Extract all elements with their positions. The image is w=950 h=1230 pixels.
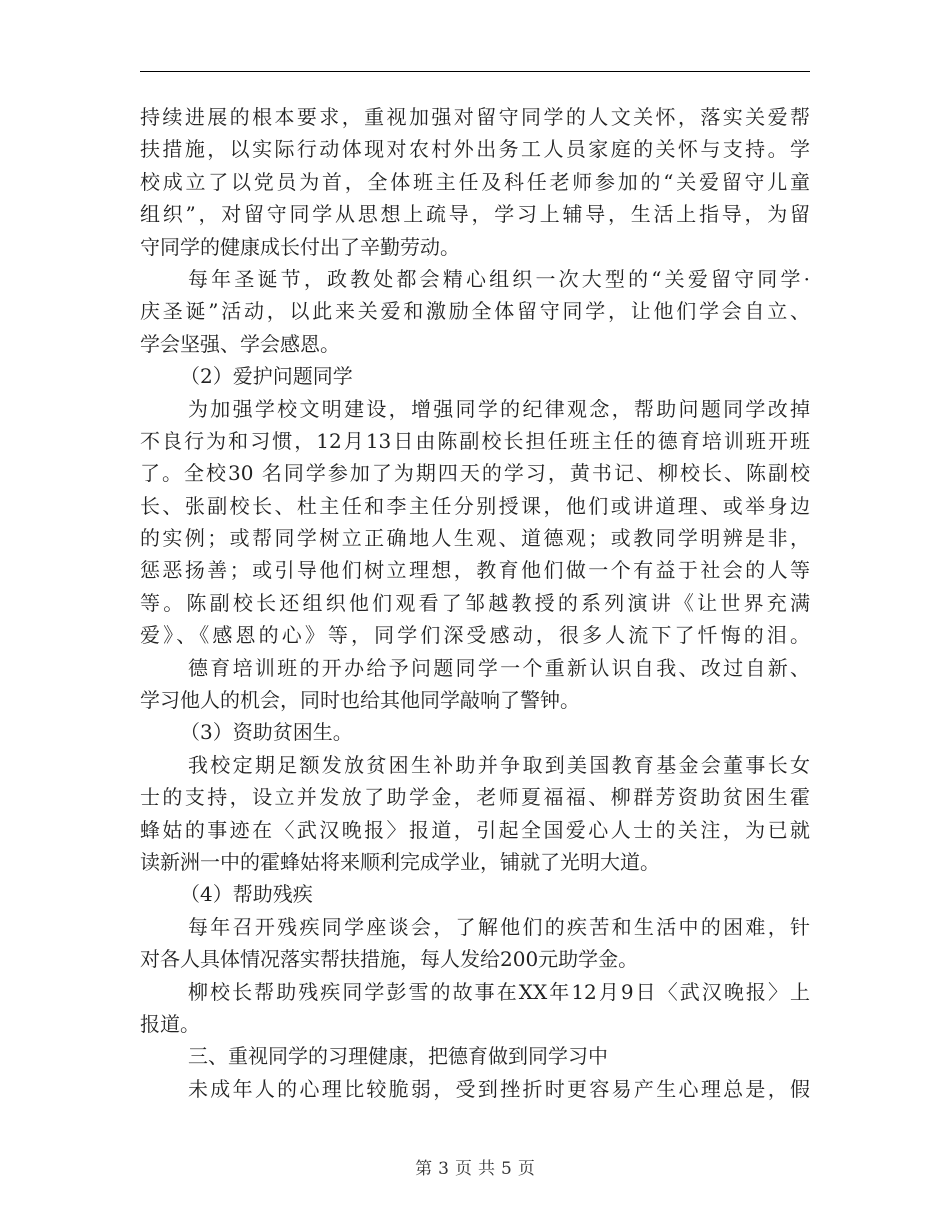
text-line: 未成年人的心理比较脆弱，受到挫折时更容易产生心理总是，假 <box>188 1076 810 1101</box>
text-line: 三、重视同学的习理健康，把德育做到同学习中 <box>188 1044 608 1069</box>
document-body <box>140 101 810 1105</box>
text-line: 读新洲一中的霍蜂姑将来顺利完成学业，铺就了光明大道。 <box>140 849 660 874</box>
text-line: 每年召开残疾同学座谈会，了解他们的疾苦和生活中的困难，针 <box>188 914 810 939</box>
text-line: 报道。 <box>140 1011 200 1036</box>
page-footer <box>0 1154 950 1179</box>
text-line: 校成立了以党员为首，全体班主任及科任老师参加的“关爱留守儿童 <box>140 169 810 194</box>
text-line: 每年圣诞节，政教处都会精心组织一次大型的“关爱留守同学· <box>188 266 810 291</box>
text-line: 我校定期足额发放贫困生补助并争取到美国教育基金会董事长女 <box>188 752 810 777</box>
text-line: 对各人具体情况落实帮扶措施，每人发给200元助学金。 <box>140 947 639 972</box>
footer-total-pages: 5 <box>501 1159 512 1179</box>
footer-total-word: 共 <box>478 1159 495 1179</box>
text-line: 蜂姑的事迹在〈武汉晚报〉报道，引起全国爱心人士的关注，为已就 <box>140 817 810 842</box>
text-line: （2）爱护问题同学 <box>180 364 353 389</box>
text-line: 爱》、《感恩的心》等，同学们深受感动，很多人流下了忏悔的泪。 <box>140 623 810 648</box>
text-line: 学会坚强、学会感恩。 <box>140 331 340 356</box>
header-rule <box>140 71 810 72</box>
text-line: 不良行为和习惯，12月13日由陈副校长担任班主任的德育培训班开班 <box>140 428 810 453</box>
text-line: 德育培训班的开办给予问题同学一个重新认识自我、改过自新、 <box>188 655 810 680</box>
text-line: （3）资助贫困生。 <box>180 720 353 745</box>
text-line: 士的支持，设立并发放了助学金，老师夏福福、柳群芳资助贫困生霍 <box>140 785 810 810</box>
text-line: 长、张副校长、杜主任和李主任分别授课，他们或讲道理、或举身边 <box>140 493 810 518</box>
text-line: 柳校长帮助残疾同学彭雪的故事在XX年12月9日〈武汉晚报〉上 <box>188 979 810 1004</box>
text-line: 庆圣诞”活动，以此来关爱和激励全体留守同学，让他们学会自立、 <box>140 299 810 324</box>
footer-suffix: 页 <box>517 1159 535 1179</box>
text-line: 惩恶扬善；或引导他们树立理想，教育他们做一个有益于社会的人等 <box>140 558 810 583</box>
text-line: 为加强学校文明建设，增强同学的纪律观念，帮助问题同学改掉 <box>188 396 810 421</box>
text-line: （4）帮助残疾 <box>180 882 313 907</box>
footer-page-word: 页 <box>455 1159 472 1179</box>
text-line: 了。全校30 名同学参加了为期四天的学习，黄书记、柳校长、陈副校 <box>140 461 810 486</box>
text-line: 的实例；或帮同学树立正确地人生观、道德观；或教同学明辨是非， <box>140 526 810 551</box>
text-line: 学习他人的机会，同时也给其他同学敲响了警钟。 <box>140 688 580 713</box>
footer-prefix: 第 <box>415 1159 433 1179</box>
text-line: 组织”，对留守同学从思想上疏导，学习上辅导，生活上指导，为留 <box>140 202 810 227</box>
text-line: 扶措施，以实际行动体现对农村外出务工人员家庭的关怀与支持。学 <box>140 137 810 162</box>
text-line: 等。陈副校长还组织他们观看了邹越教授的系列演讲《让世界充满 <box>140 590 810 615</box>
text-line: 持续进展的根本要求，重视加强对留守同学的人文关怀，落实关爱帮 <box>140 105 810 129</box>
text-line: 守同学的健康成长付出了辛勤劳动。 <box>140 234 460 259</box>
footer-page-number: 3 <box>438 1159 449 1179</box>
